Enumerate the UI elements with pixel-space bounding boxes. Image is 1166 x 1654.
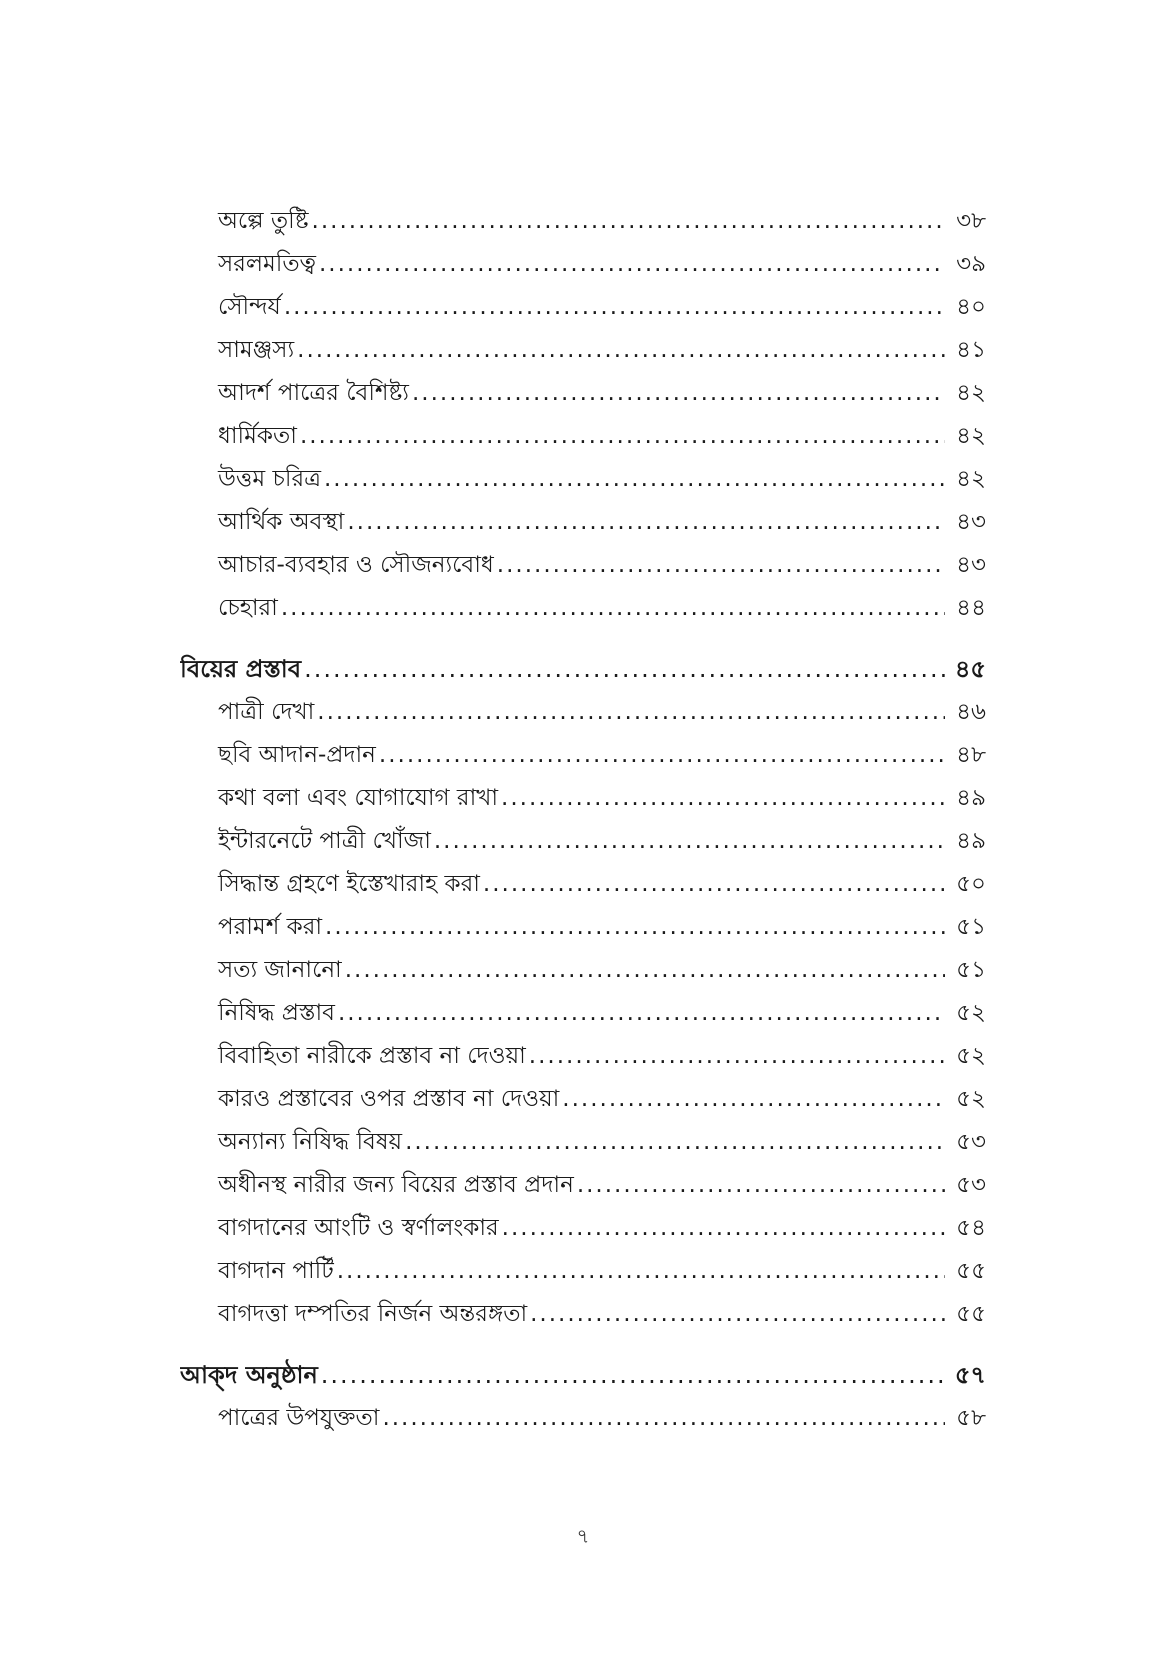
entry-title: উত্তম চরিত্র xyxy=(218,466,321,492)
page-number: ৭ xyxy=(576,1524,590,1548)
toc-entry xyxy=(180,1250,986,1293)
entry-page-number: ৫২ xyxy=(956,1086,986,1112)
toc-entry xyxy=(180,243,986,286)
entry-page-number: ৫৪ xyxy=(956,1215,986,1241)
entry-title: বাগদান পার্টি xyxy=(218,1258,334,1284)
dot-leader xyxy=(382,1397,945,1440)
dot-leader xyxy=(347,501,945,544)
entry-title: বাগদানের আংটি ও স্বর্ণালংকার xyxy=(218,1215,499,1241)
entry-title: ধার্মিকতা xyxy=(218,423,297,449)
entry-page-number: ৫১ xyxy=(956,914,986,940)
toc-entry xyxy=(180,734,986,777)
toc-entry xyxy=(180,587,986,630)
dot-leader xyxy=(338,992,945,1035)
dot-leader xyxy=(304,647,945,691)
entry-page-number: ৫৩ xyxy=(956,1129,986,1155)
entry-page-number: ৫১ xyxy=(956,957,986,983)
toc-entry xyxy=(180,863,986,906)
dot-leader xyxy=(284,286,945,329)
entry-title: পরামর্শ করা xyxy=(218,914,323,940)
entry-page-number: ৩৯ xyxy=(956,251,986,277)
toc-entry xyxy=(180,458,986,501)
toc-entry xyxy=(180,329,986,372)
entry-page-number: ৪৯ xyxy=(956,828,986,854)
toc-entry xyxy=(180,777,986,820)
toc-entry xyxy=(180,415,986,458)
entry-page-number: ৫৫ xyxy=(956,1258,986,1284)
entry-title: বিবাহিতা নারীকে প্রস্তাব না দেওয়া xyxy=(218,1043,526,1069)
entry-title: চেহারা xyxy=(218,595,278,621)
dot-leader xyxy=(412,372,945,415)
toc-entry xyxy=(180,1078,986,1121)
toc-entry xyxy=(180,906,986,949)
dot-leader xyxy=(501,777,945,820)
entry-title: আক্দ অনুষ্ঠান xyxy=(180,1361,318,1389)
entry-page-number: ৪৯ xyxy=(956,785,986,811)
entry-page-number: ৪৮ xyxy=(956,742,986,768)
entry-page-number: ৫৫ xyxy=(956,1301,986,1327)
entry-title: পাত্রের উপযুক্ততা xyxy=(218,1405,380,1431)
toc-entry xyxy=(180,949,986,992)
toc-entry xyxy=(180,1293,986,1336)
entry-title: আদর্শ পাত্রের বৈশিষ্ট্য xyxy=(218,380,409,406)
entry-page-number: ৫০ xyxy=(956,871,986,897)
toc-entry xyxy=(180,544,986,587)
entry-page-number: ৪৩ xyxy=(956,509,986,535)
toc-entry xyxy=(180,1121,986,1164)
dot-leader xyxy=(300,415,945,458)
dot-leader xyxy=(325,906,945,949)
dot-leader xyxy=(337,1250,945,1293)
dot-leader xyxy=(529,1035,945,1078)
entry-title: সৌন্দর্য xyxy=(218,294,281,320)
dot-leader xyxy=(297,329,945,372)
entry-page-number: ৪৩ xyxy=(956,552,986,578)
toc-entry xyxy=(180,1397,986,1440)
toc-entry xyxy=(180,1035,986,1078)
dot-leader xyxy=(345,949,945,992)
entry-title: পাত্রী দেখা xyxy=(218,699,315,725)
entry-title: সিদ্ধান্ত গ্রহণে ইস্তেখারাহ করা xyxy=(218,871,480,897)
dot-leader xyxy=(562,1078,945,1121)
entry-page-number: ৫২ xyxy=(956,1000,986,1026)
toc-section-entry xyxy=(180,1353,986,1397)
dot-leader xyxy=(321,1353,945,1397)
entry-title: অল্পে তুষ্টি xyxy=(218,208,309,234)
entry-page-number: ৪১ xyxy=(956,337,986,363)
dot-leader xyxy=(324,458,945,501)
entry-page-number: ৫২ xyxy=(956,1043,986,1069)
dot-leader xyxy=(379,734,945,777)
entry-title: আচার-ব্যবহার ও সৌজন্যবোধ xyxy=(218,552,494,578)
entry-title: বিয়ের প্রস্তাব xyxy=(180,655,302,683)
table-of-contents xyxy=(180,200,986,1440)
toc-entry xyxy=(180,820,986,863)
entry-title: ছবি আদান-প্রদান xyxy=(218,742,376,768)
dot-leader xyxy=(434,820,945,863)
entry-page-number: ৩৮ xyxy=(956,208,986,234)
dot-leader xyxy=(502,1207,945,1250)
entry-page-number: ৪৫ xyxy=(954,655,986,683)
toc-entry xyxy=(180,286,986,329)
dot-leader xyxy=(497,544,945,587)
toc-entry xyxy=(180,200,986,243)
entry-page-number: ৪২ xyxy=(956,380,986,406)
dot-leader xyxy=(405,1121,945,1164)
dot-leader xyxy=(530,1293,945,1336)
dot-leader xyxy=(577,1164,945,1207)
dot-leader xyxy=(317,691,945,734)
entry-page-number: ৪২ xyxy=(956,466,986,492)
toc-entry xyxy=(180,992,986,1035)
toc-entry xyxy=(180,1207,986,1250)
dot-leader xyxy=(281,587,945,630)
toc-entry xyxy=(180,691,986,734)
entry-page-number: ৪০ xyxy=(956,294,986,320)
entry-page-number: ৫৮ xyxy=(956,1405,986,1431)
entry-page-number: ৫৭ xyxy=(954,1361,986,1389)
entry-title: অন্যান্য নিষিদ্ধ বিষয় xyxy=(218,1129,403,1155)
toc-entry xyxy=(180,372,986,415)
entry-page-number: ৪৬ xyxy=(956,699,986,725)
entry-page-number: ৪২ xyxy=(956,423,986,449)
entry-title: সরলমতিত্ব xyxy=(218,251,316,277)
entry-title: অধীনস্থ নারীর জন্য বিয়ের প্রস্তাব প্রদান xyxy=(218,1172,574,1198)
entry-title: বাগদত্তা দম্পতির নির্জন অন্তরঙ্গতা xyxy=(218,1301,528,1327)
dot-leader xyxy=(319,243,945,286)
dot-leader xyxy=(312,200,945,243)
entry-title: আর্থিক অবস্থা xyxy=(218,509,345,535)
entry-page-number: ৪৪ xyxy=(956,595,986,621)
toc-entry xyxy=(180,501,986,544)
toc-entry xyxy=(180,1164,986,1207)
entry-title: সামঞ্জস্য xyxy=(218,337,295,363)
entry-title: নিষিদ্ধ প্রস্তাব xyxy=(218,1000,335,1026)
entry-title: কথা বলা এবং যোগাযোগ রাখা xyxy=(218,785,499,811)
dot-leader xyxy=(483,863,945,906)
entry-page-number: ৫৩ xyxy=(956,1172,986,1198)
entry-title: কারও প্রস্তাবের ওপর প্রস্তাব না দেওয়া xyxy=(218,1086,560,1112)
entry-title: ইন্টারনেটে পাত্রী খোঁজা xyxy=(218,828,431,854)
toc-section-entry xyxy=(180,647,986,691)
entry-title: সত্য জানানো xyxy=(218,957,342,983)
